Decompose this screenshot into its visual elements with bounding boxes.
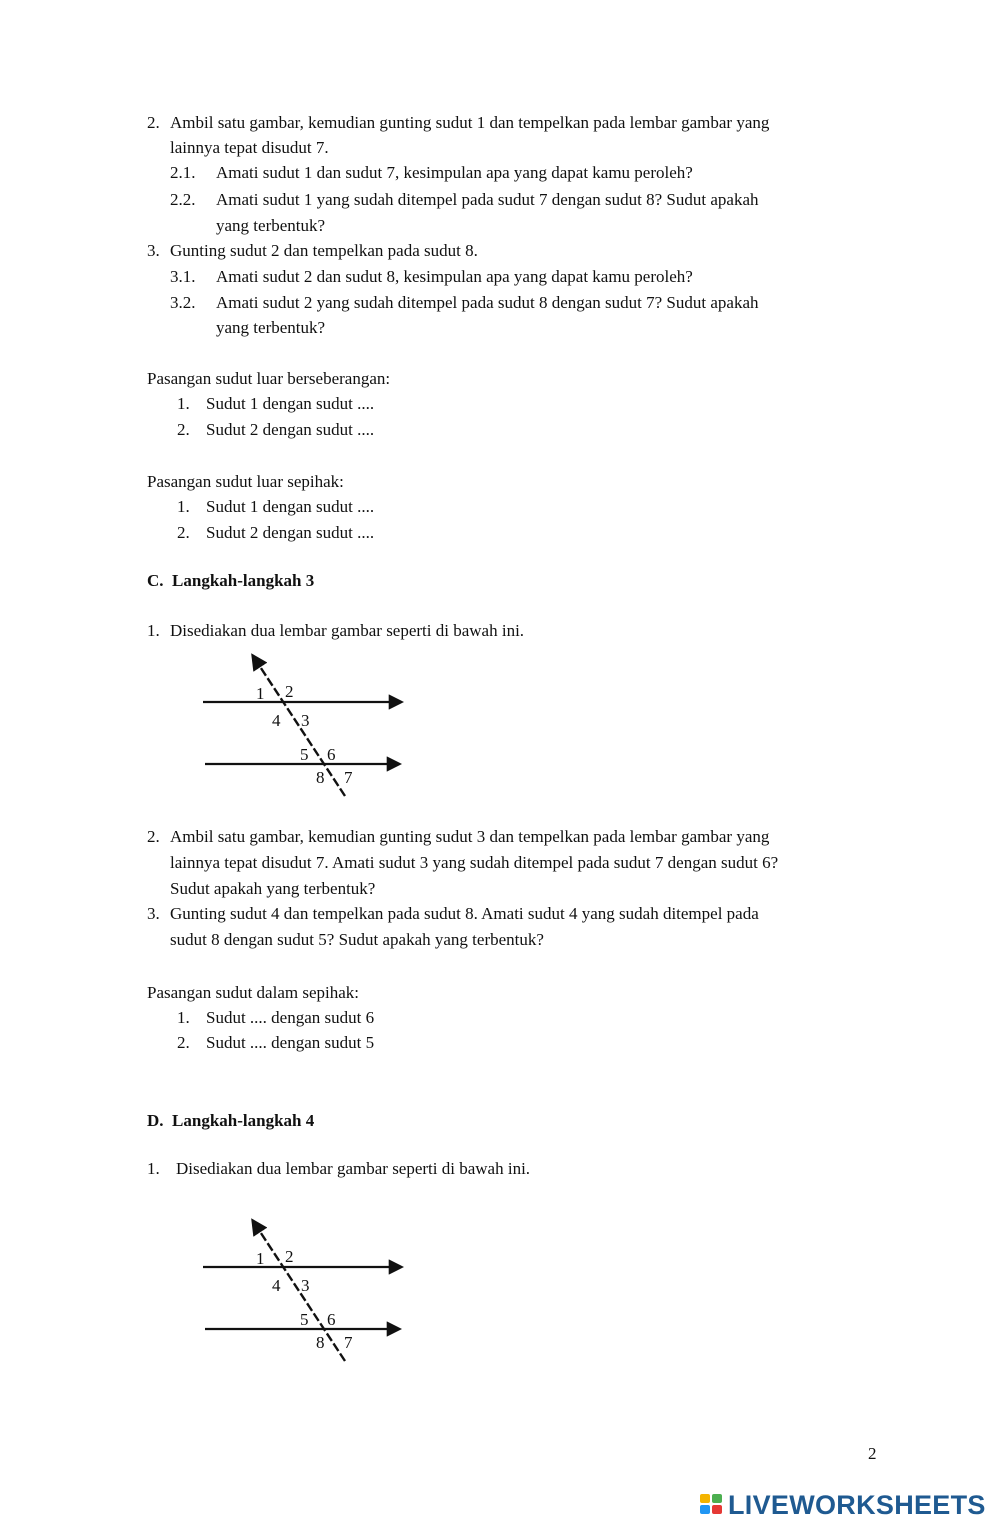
substep-3-1	[170, 264, 693, 289]
substep-text: Amati sudut 2 yang sudah ditempel pada sudut 8 dengan sudut 7? Sudut apakah	[216, 293, 759, 312]
substep-2-2	[170, 187, 759, 212]
list-number: 2.	[177, 420, 190, 439]
step-2-continuation: lainnya tepat disudut 7.	[170, 138, 329, 157]
substep-text: Amati sudut 1 dan sudut 7, kesimpulan apa yang dapat kamu peroleh?	[216, 163, 693, 182]
substep-2-1	[170, 160, 693, 185]
step-number: 2.	[147, 113, 160, 132]
list-number: 2.	[177, 523, 190, 542]
angle-label: 7	[344, 1333, 353, 1352]
liveworksheets-logo-text: LIVEWORKSHEETS	[728, 1489, 986, 1520]
angle-label: 1	[256, 1249, 265, 1268]
list-text: Sudut .... dengan sudut 6	[206, 1008, 375, 1027]
section-d-step-1	[147, 1156, 530, 1181]
angle-label: 2	[285, 1247, 294, 1266]
section-c-step-3-line2: sudut 8 dengan sudut 5? Sudut apakah yang terbentuk?	[170, 930, 544, 949]
luar-berseberangan-heading: Pasangan sudut luar berseberangan:	[147, 369, 391, 388]
step-number: 2.	[147, 827, 160, 846]
liveworksheets-logo-icon	[700, 1494, 724, 1516]
angle-label: 2	[285, 682, 294, 701]
step-text: Disediakan dua lembar gambar seperti di bawah ini.	[170, 621, 525, 640]
list-item	[177, 417, 374, 442]
page-number: 2	[868, 1444, 877, 1463]
substep-number: 2.1.	[170, 163, 196, 182]
angle-label: 4	[272, 1276, 281, 1295]
list-item	[177, 1030, 374, 1055]
section-c-step-2	[147, 824, 769, 849]
list-text: Sudut .... dengan sudut 5	[206, 1033, 375, 1052]
step-2	[147, 110, 769, 135]
section-c-heading: C. Langkah-langkah 3	[147, 571, 315, 590]
section-c-step-3	[147, 901, 759, 926]
list-item	[177, 494, 374, 519]
substep-number: 2.2.	[170, 190, 196, 209]
step-number: 3.	[147, 904, 160, 923]
angle-label: 8	[316, 1333, 325, 1352]
step-text: Gunting sudut 2 dan tempelkan pada sudut 8.	[170, 241, 478, 260]
angle-label: 1	[256, 684, 265, 703]
angle-label: 5	[300, 1310, 309, 1329]
list-text: Sudut 2 dengan sudut ....	[206, 523, 375, 542]
section-c-step-2-line3: Sudut apakah yang terbentuk?	[170, 879, 376, 898]
section-c-step-2-line2: lainnya tepat disudut 7. Amati sudut 3 yang sudah ditempel pada sudut 7 dengan sudut 6?	[170, 853, 779, 872]
section-d-heading: D. Langkah-langkah 4	[147, 1111, 315, 1130]
liveworksheets-logo	[700, 1489, 995, 1521]
list-item	[177, 520, 374, 545]
angle-label: 5	[300, 745, 309, 764]
substep-2-2-continuation: yang terbentuk?	[216, 216, 326, 235]
angle-label: 3	[301, 1276, 310, 1295]
step-3	[147, 238, 478, 263]
luar-sepihak-heading: Pasangan sudut luar sepihak:	[147, 472, 344, 491]
list-number: 1.	[177, 497, 190, 516]
step-text: Gunting sudut 4 dan tempelkan pada sudut 8. Amati sudut 4 yang sudah ditempel pada	[170, 904, 759, 923]
angle-label: 8	[316, 768, 325, 787]
list-number: 2.	[177, 1033, 190, 1052]
list-number: 1.	[177, 394, 190, 413]
substep-text: Amati sudut 2 dan sudut 8, kesimpulan apa yang dapat kamu peroleh?	[216, 267, 693, 286]
angle-label: 6	[327, 745, 336, 764]
step-text: Disediakan dua lembar gambar seperti di bawah ini.	[176, 1159, 531, 1178]
list-text: Sudut 2 dengan sudut ....	[206, 420, 375, 439]
step-number: 3.	[147, 241, 160, 260]
step-number: 1.	[147, 621, 160, 640]
substep-number: 3.1.	[170, 267, 196, 286]
dalam-sepihak-heading: Pasangan sudut dalam sepihak:	[147, 983, 359, 1002]
step-text: Ambil satu gambar, kemudian gunting sudut 1 dan tempelkan pada lembar gambar yang	[170, 113, 770, 132]
angle-label: 7	[344, 768, 353, 787]
substep-3-2-continuation: yang terbentuk?	[216, 318, 326, 337]
transversal-line	[253, 1221, 345, 1361]
transversal-figure	[195, 1213, 415, 1368]
transversal-line	[253, 656, 345, 796]
step-text: Ambil satu gambar, kemudian gunting sudut 3 dan tempelkan pada lembar gambar yang	[170, 827, 770, 846]
substep-text: Amati sudut 1 yang sudah ditempel pada sudut 7 dengan sudut 8? Sudut apakah	[216, 190, 759, 209]
list-text: Sudut 1 dengan sudut ....	[206, 497, 375, 516]
section-c-step-1	[147, 618, 524, 643]
angle-label: 3	[301, 711, 310, 730]
list-item	[177, 391, 374, 416]
transversal-figure	[195, 648, 415, 803]
step-number: 1.	[147, 1159, 160, 1178]
list-number: 1.	[177, 1008, 190, 1027]
list-item	[177, 1005, 374, 1030]
list-text: Sudut 1 dengan sudut ....	[206, 394, 375, 413]
angle-label: 4	[272, 711, 281, 730]
angle-label: 6	[327, 1310, 336, 1329]
substep-3-2	[170, 290, 759, 315]
substep-number: 3.2.	[170, 293, 196, 312]
